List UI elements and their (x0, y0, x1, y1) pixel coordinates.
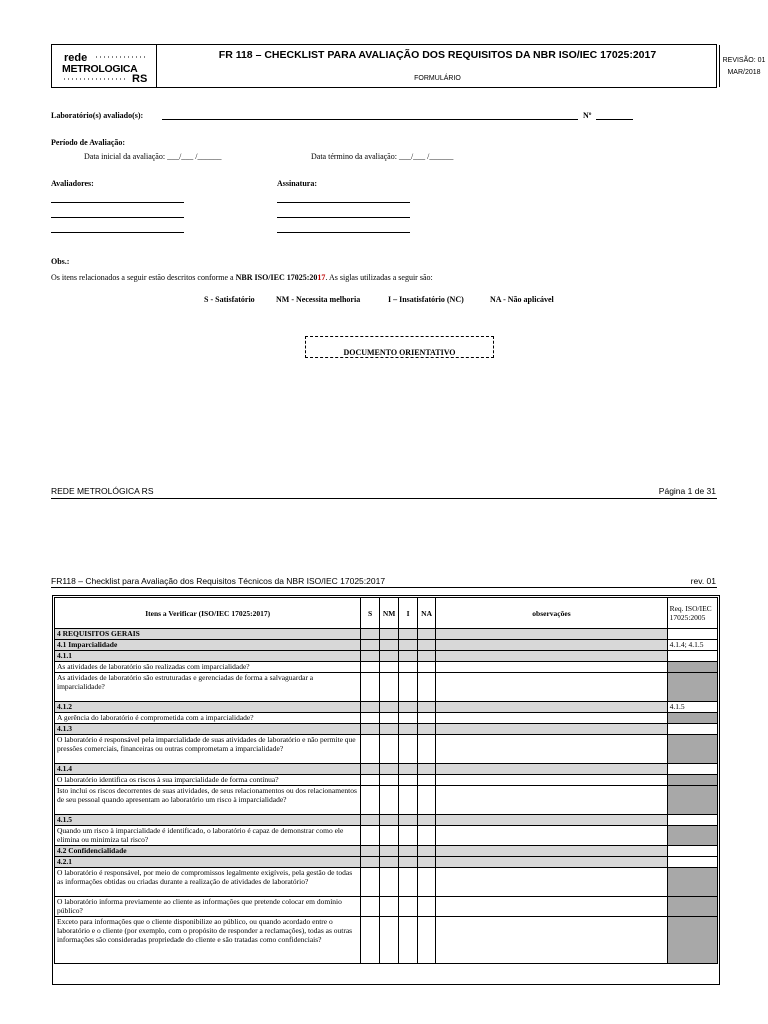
section-row (55, 815, 718, 826)
check-cell-nm[interactable] (379, 786, 399, 815)
check-cell-obs (436, 846, 667, 857)
check-cell-i (399, 651, 418, 662)
check-cell-nm[interactable] (379, 735, 399, 764)
requirement-cell: 4.1.4; 4.1.5 (667, 640, 717, 651)
col-na: NA (417, 598, 436, 629)
check-cell-s[interactable] (361, 897, 380, 917)
table-row (55, 786, 718, 815)
section-title: 4.1.1 (55, 651, 361, 662)
check-cell-s[interactable] (361, 713, 380, 724)
table-row (55, 917, 718, 964)
check-cell-obs (436, 857, 667, 868)
check-cell-i[interactable] (399, 917, 418, 964)
check-cell-nm[interactable] (379, 897, 399, 917)
svg-text:METROLOGICA: METROLOGICA (62, 63, 138, 75)
check-cell-obs[interactable] (436, 917, 667, 964)
section-row (55, 629, 718, 640)
col-requirement: Req. ISO/IEC 17025:2005 (667, 598, 717, 629)
check-cell-nm (379, 815, 399, 826)
check-cell-s (361, 724, 380, 735)
requirement-cell (667, 917, 717, 964)
table-row (55, 662, 718, 673)
check-cell-nm (379, 651, 399, 662)
item-question: Exceto para informações que o cliente disponibilize ao público, ou quando acordado entre o laboratório e o cliente (por exemplo, com o propósito de responder a reclamações), todas as outras informações são consideradas propriedade do cliente e são tratadas como confidenciais? (55, 917, 361, 964)
check-cell-na (417, 724, 436, 735)
signature-label: Assinatura: (277, 179, 318, 188)
requirement-cell (667, 826, 717, 846)
requirement-cell (667, 846, 717, 857)
section-row (55, 724, 718, 735)
revision-label: REVISÃO: 01 (722, 57, 766, 64)
check-cell-s (361, 764, 380, 775)
check-cell-i (399, 857, 418, 868)
check-cell-obs[interactable] (436, 713, 667, 724)
item-question: O laboratório é responsável, por meio de compromissos legalmente exigíveis, pela gestão de todas as informações obtidas ou criadas durante a realização de atividades de laboratório? (55, 868, 361, 897)
start-date-field[interactable]: Data inicial da avaliação: ___/___ /______ (84, 152, 222, 161)
check-cell-i[interactable] (399, 897, 418, 917)
orientative-document-box: DOCUMENTO ORIENTATIVO (305, 336, 494, 358)
check-cell-s[interactable] (361, 735, 380, 764)
form-subtitle: FORMULÁRIO (414, 75, 461, 82)
obs-text: Os itens relacionados a seguir estão descritos conforme a NBR ISO/IEC 17025:2017. As siglas utilizadas a seguir são: (51, 273, 433, 282)
requirement-cell (667, 651, 717, 662)
check-cell-s[interactable] (361, 673, 380, 702)
signature-field-1[interactable] (277, 202, 410, 203)
table-body (55, 629, 718, 964)
requirement-cell (667, 815, 717, 826)
check-cell-i (399, 629, 418, 640)
svg-text:rede: rede (64, 52, 88, 64)
check-cell-s (361, 857, 380, 868)
table-row (55, 673, 718, 702)
check-cell-obs[interactable] (436, 735, 667, 764)
check-cell-i[interactable] (399, 786, 418, 815)
check-cell-s (361, 702, 380, 713)
check-cell-nm (379, 640, 399, 651)
check-cell-s[interactable] (361, 826, 380, 846)
check-cell-na (417, 857, 436, 868)
rede-metrologica-logo (52, 45, 157, 87)
requirement-cell (667, 629, 717, 640)
check-cell-i[interactable] (399, 775, 418, 786)
item-question: Quando um risco à imparcialidade é identificado, o laboratório é capaz de demonstrar como ele elimina ou minimiza tal risco? (55, 826, 361, 846)
evaluator-field-3[interactable] (51, 232, 184, 233)
check-cell-na (417, 651, 436, 662)
check-cell-i[interactable] (399, 673, 418, 702)
check-cell-obs (436, 640, 667, 651)
section-row (55, 702, 718, 713)
check-cell-s (361, 815, 380, 826)
check-cell-na[interactable] (417, 662, 436, 673)
revision-date: MAR/2018 (727, 69, 761, 76)
check-cell-i (399, 702, 418, 713)
evaluator-field-2[interactable] (51, 217, 184, 218)
check-cell-na (417, 640, 436, 651)
table-row (55, 713, 718, 724)
check-cell-obs (436, 764, 667, 775)
number-field[interactable] (596, 119, 633, 120)
check-cell-nm (379, 764, 399, 775)
table-row (55, 735, 718, 764)
check-cell-s[interactable] (361, 786, 380, 815)
check-cell-na[interactable] (417, 735, 436, 764)
signature-field-2[interactable] (277, 217, 410, 218)
requirement-cell (667, 786, 717, 815)
legend-s: S - Satisfatório (204, 295, 255, 304)
obs-label: Obs.: (51, 257, 70, 266)
requirement-cell (667, 868, 717, 897)
table-row (55, 897, 718, 917)
legend-i: I – Insatisfatório (NC) (388, 295, 464, 304)
check-cell-na[interactable] (417, 775, 436, 786)
evaluators-label: Avaliadores: (51, 179, 94, 188)
period-label: Período de Avaliação: (51, 138, 126, 147)
check-cell-na[interactable] (417, 786, 436, 815)
footer-divider (51, 498, 717, 499)
check-cell-na[interactable] (417, 897, 436, 917)
check-cell-s (361, 846, 380, 857)
signature-field-3[interactable] (277, 232, 410, 233)
check-cell-nm (379, 629, 399, 640)
check-cell-na (417, 815, 436, 826)
item-question: A gerência do laboratório é comprometida com a imparcialidade? (55, 713, 361, 724)
table-row (55, 775, 718, 786)
section-title: 4 REQUISITOS GERAIS (55, 629, 361, 640)
requirement-cell (667, 662, 717, 673)
footer-org: REDE METROLÓGICA RS (51, 486, 154, 496)
lab-label: Laboratório(s) avaliado(s): (51, 111, 144, 120)
revision-box (720, 45, 768, 87)
check-cell-i (399, 815, 418, 826)
requirement-cell (667, 857, 717, 868)
check-cell-s (361, 629, 380, 640)
form-header (51, 44, 766, 88)
section-title: 4.2.1 (55, 857, 361, 868)
check-cell-obs[interactable] (436, 673, 667, 702)
col-observations: observações (436, 598, 667, 629)
check-cell-obs (436, 702, 667, 713)
requirement-cell (667, 764, 717, 775)
check-cell-na[interactable] (417, 868, 436, 897)
check-cell-i[interactable] (399, 826, 418, 846)
check-cell-obs[interactable] (436, 775, 667, 786)
page2-header-rev: rev. 01 (690, 576, 716, 586)
requirement-cell (667, 673, 717, 702)
section-title: 4.1 Imparcialidade (55, 640, 361, 651)
item-question: Isto inclui os riscos decorrentes de suas atividades, de seus relacionamentos ou dos relacionamentos de seu pessoal quando apresentam ao laboratório um risco à imparcialidade? (55, 786, 361, 815)
check-cell-i (399, 724, 418, 735)
check-cell-nm[interactable] (379, 673, 399, 702)
check-cell-nm[interactable] (379, 826, 399, 846)
check-cell-obs (436, 629, 667, 640)
legend-na: NA - Não aplicável (490, 295, 554, 304)
col-items: Itens a Verificar (ISO/IEC 17025:2017) (55, 598, 361, 629)
lab-field[interactable] (162, 119, 578, 120)
footer-page: Página 1 de 31 (658, 486, 716, 496)
section-title: 4.2 Confidencialidade (55, 846, 361, 857)
requirement-cell (667, 775, 717, 786)
check-cell-s[interactable] (361, 868, 380, 897)
section-title: 4.1.2 (55, 702, 361, 713)
item-question: O laboratório identifica os riscos à sua imparcialidade de forma contínua? (55, 775, 361, 786)
section-row (55, 857, 718, 868)
check-cell-obs (436, 651, 667, 662)
requirement-cell: 4.1.5 (667, 702, 717, 713)
legend-nm: NM - Necessita melhoria (276, 295, 361, 304)
page2-header-title: FR118 – Checklist para Avaliação dos Requisitos Técnicos da NBR ISO/IEC 17025:2017 (51, 576, 386, 586)
evaluator-field-1[interactable] (51, 202, 184, 203)
end-date-field[interactable]: Data término da avaliação: ___/___ /______ (311, 152, 454, 161)
check-cell-i[interactable] (399, 735, 418, 764)
check-cell-nm (379, 857, 399, 868)
check-cell-obs[interactable] (436, 897, 667, 917)
table-row (55, 868, 718, 897)
checklist-table (54, 597, 718, 964)
check-cell-i[interactable] (399, 662, 418, 673)
check-cell-na[interactable] (417, 713, 436, 724)
check-cell-na (417, 702, 436, 713)
check-cell-obs (436, 815, 667, 826)
check-cell-obs[interactable] (436, 868, 667, 897)
check-cell-na (417, 846, 436, 857)
check-cell-nm[interactable] (379, 713, 399, 724)
check-cell-s (361, 640, 380, 651)
check-cell-nm (379, 724, 399, 735)
check-cell-i (399, 846, 418, 857)
item-question: O laboratório é responsável pela imparcialidade de suas atividades de laboratório e não permite que pressões comerciais, financeiras ou outras comprometam a imparcialidade? (55, 735, 361, 764)
requirement-cell (667, 897, 717, 917)
check-cell-s[interactable] (361, 775, 380, 786)
check-cell-s[interactable] (361, 662, 380, 673)
check-cell-obs[interactable] (436, 662, 667, 673)
page2-header-divider (51, 587, 717, 588)
section-row (55, 651, 718, 662)
number-label: Nº (583, 111, 592, 120)
check-cell-nm[interactable] (379, 775, 399, 786)
check-cell-nm (379, 702, 399, 713)
section-title: 4.1.5 (55, 815, 361, 826)
check-cell-nm[interactable] (379, 662, 399, 673)
svg-text:RS: RS (132, 73, 148, 85)
check-cell-i[interactable] (399, 713, 418, 724)
requirement-cell (667, 724, 717, 735)
check-cell-s (361, 651, 380, 662)
section-title: 4.1.4 (55, 764, 361, 775)
check-cell-obs[interactable] (436, 786, 667, 815)
check-cell-na[interactable] (417, 826, 436, 846)
requirement-cell (667, 735, 717, 764)
section-title: 4.1.3 (55, 724, 361, 735)
check-cell-na (417, 764, 436, 775)
check-cell-obs (436, 724, 667, 735)
item-question: As atividades de laboratório são estruturadas e gerenciadas de forma a salvaguardar a imparcialidade? (55, 673, 361, 702)
check-cell-i (399, 640, 418, 651)
check-cell-nm[interactable] (379, 868, 399, 897)
col-s: S (361, 598, 380, 629)
check-cell-i (399, 764, 418, 775)
item-question: As atividades de laboratório são realizadas com imparcialidade? (55, 662, 361, 673)
item-question: O laboratório informa previamente ao cliente as informações que pretende colocar em domínio público? (55, 897, 361, 917)
table-row (55, 826, 718, 846)
col-i: I (399, 598, 418, 629)
check-cell-na[interactable] (417, 673, 436, 702)
form-title: FR 118 – CHECKLIST PARA AVALIAÇÃO DOS REQUISITOS DA NBR ISO/IEC 17025:2017 (218, 49, 657, 61)
check-cell-s[interactable] (361, 917, 380, 964)
section-row (55, 764, 718, 775)
section-row (55, 640, 718, 651)
col-nm: NM (379, 598, 399, 629)
check-cell-i[interactable] (399, 868, 418, 897)
section-row (55, 846, 718, 857)
check-cell-nm[interactable] (379, 917, 399, 964)
check-cell-nm (379, 846, 399, 857)
check-cell-obs[interactable] (436, 826, 667, 846)
table-header-row (55, 598, 718, 629)
check-cell-na (417, 629, 436, 640)
requirement-cell (667, 713, 717, 724)
check-cell-na[interactable] (417, 917, 436, 964)
